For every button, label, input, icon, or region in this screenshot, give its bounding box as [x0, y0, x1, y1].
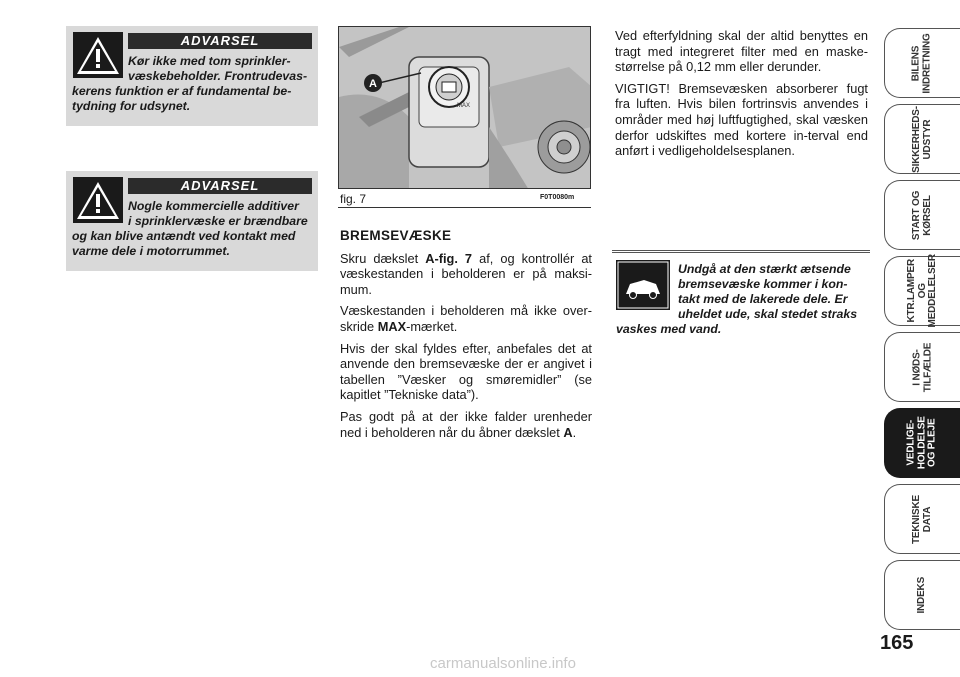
warning-banner: ADVARSEL	[128, 33, 312, 49]
paragraph: Pas godt på at der ikke falder urenheder ned i beholderen når du åbner dækslet A.	[340, 408, 592, 440]
caution-box	[612, 250, 870, 344]
tab-ktr-lamper[interactable]: KTR.LAMPER OG MEDDELELSER	[884, 256, 960, 326]
section-heading: BREMSEVÆSKE	[340, 228, 452, 243]
warning-triangle-icon	[73, 177, 123, 223]
tab-sikkerhedsudstyr[interactable]: SIKKERHEDS- UDSTYR	[884, 104, 960, 174]
tab-tekniske-data[interactable]: TEKNISKE DATA	[884, 484, 960, 554]
caution-text: Undgå at den stærkt ætsende bremsevæske kommer i kon- takt med de lakerede dele. Er uheldet ude, skal stedet straks vaskes med vand.	[616, 262, 858, 336]
right-column	[615, 28, 868, 165]
tab-indeks[interactable]: INDEKS	[884, 560, 960, 630]
warning-box-2	[66, 171, 318, 271]
figure-code: F0T0080m	[540, 194, 575, 201]
warning-text: Nogle kommercielle additiver i sprinklervæske er brændbare og kan blive antændt ved kontakt med varme dele i motorrummet.	[72, 199, 308, 258]
tab-i-nodstilfaelde[interactable]: I NØDS- TILFÆLDE	[884, 332, 960, 402]
tab-bilens-indretning[interactable]: BILENS INDRETNING	[884, 28, 960, 98]
paragraph: Væskestanden i beholderen må ikke over-skride MAX-mærket.	[340, 303, 592, 334]
page-number: 165	[880, 632, 914, 654]
max-mark-label: MAX	[457, 103, 471, 109]
tab-start-og-korsel[interactable]: START OG KØRSEL	[884, 180, 960, 250]
figure-caption: fig. 7	[340, 192, 367, 206]
figure-divider	[338, 207, 591, 208]
warning-triangle-icon	[73, 32, 123, 78]
paragraph: Skru dækslet A-fig. 7 af, og kontrollér at væskestanden i beholderen er på maksi-mum.	[340, 250, 592, 297]
paragraph: VIGTIGT! Bremsevæsken absorberer fugt fra luften. Hvis bilen fortrinsvis anvendes i områder med høj luftfugtighed, skal væsken derfor udskiftes med kortere in-terval end anført i vedligeholdelsesplanen.	[615, 80, 868, 159]
callout-a-label: A	[369, 78, 377, 90]
warning-text: Kør ikke med tom sprinkler- væskebeholder. Frontrudevas- kerens funktion er af fundamental be-tydning for udsynet.	[72, 54, 308, 113]
paragraph: Ved efterfyldning skal der altid benyttes en tragt med integreret filter med en maske-størrelse på 0,12 mm eller derunder.	[615, 28, 868, 75]
engine-bay-illustration	[339, 27, 591, 189]
tab-vedligeholdelse[interactable]: VEDLIGE- HOLDELSE OG PLEJE	[884, 408, 960, 478]
warning-banner: ADVARSEL	[128, 178, 312, 194]
paragraph: Hvis der skal fyldes efter, anbefales det at anvende den bremsevæske der er angivet i tabellen ”Væsker og smøremidler” (se kapitlet ”Tekniske data”).	[340, 340, 592, 403]
middle-column	[340, 228, 592, 446]
brake-fluid-reservoir-figure	[338, 26, 591, 189]
watermark: carmanualsonline.info	[430, 655, 576, 672]
caution-divider	[612, 250, 870, 253]
warning-box-1	[66, 26, 318, 126]
